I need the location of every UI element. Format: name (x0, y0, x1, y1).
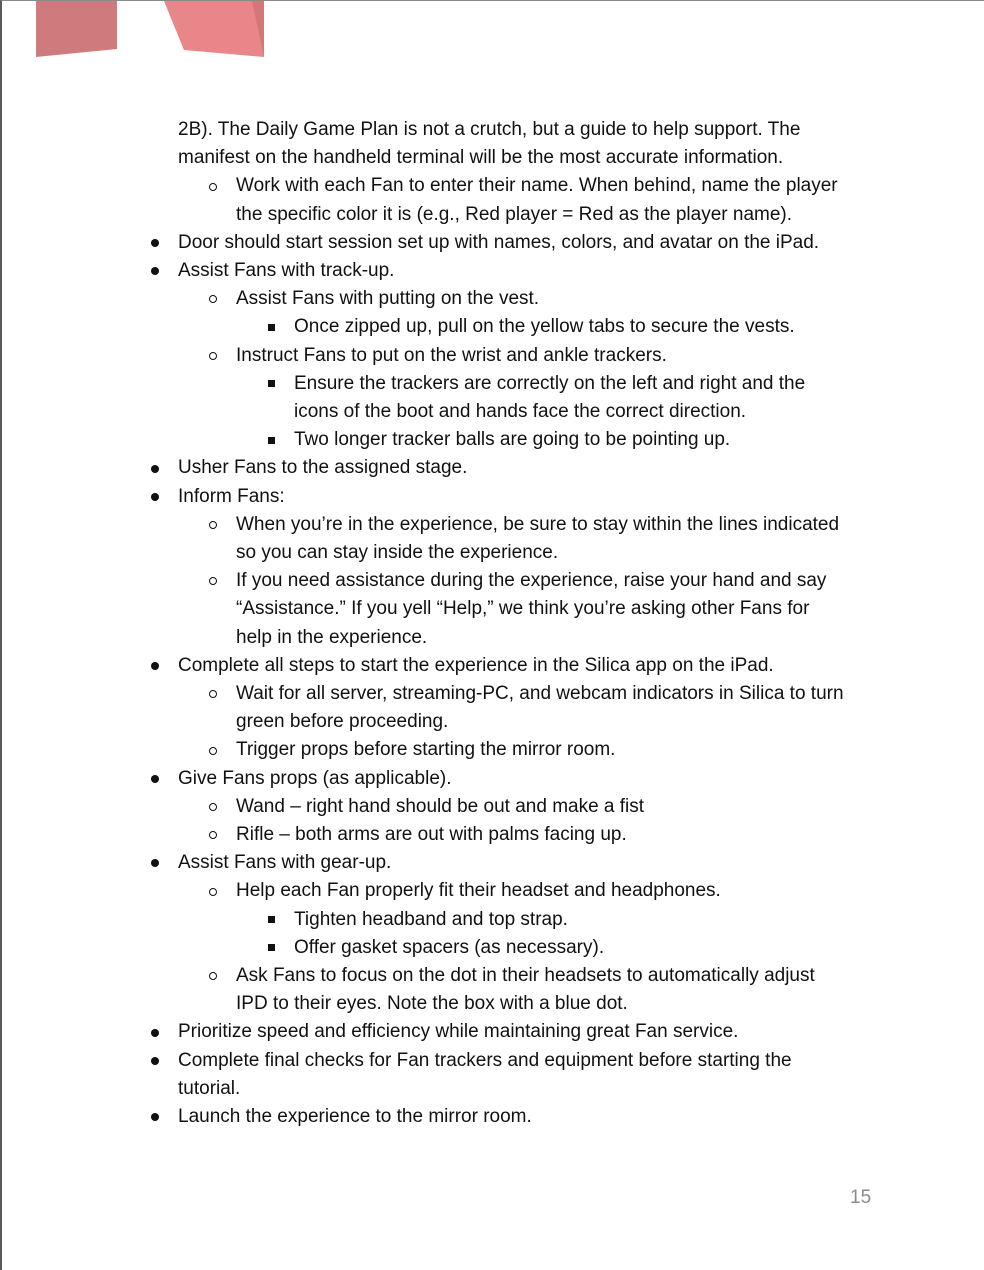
bullet-level-1-icon (151, 239, 159, 247)
list-item-line: Wand – right hand should be out and make a fist (236, 795, 645, 817)
bullet-level-2-icon (209, 747, 217, 755)
list-item-line: When you’re in the experience, be sure to stay within the lines indicated (236, 513, 840, 535)
bullet-level-1-icon (151, 267, 159, 275)
deco-ribbon-right (164, 1, 264, 57)
list-item-line: If you need assistance during the experience, raise your hand and say (236, 570, 827, 592)
list-item-line: tutorial. (178, 1077, 241, 1099)
bullet-level-2-icon (209, 888, 217, 896)
list-item-line: Instruct Fans to put on the wrist and ankle trackers. (236, 344, 667, 366)
deco-ribbon-left (36, 1, 117, 57)
bullet-level-3-icon (268, 437, 275, 444)
bullet-level-1-icon (151, 1113, 159, 1121)
bullet-level-1-icon (151, 775, 159, 783)
bullet-level-2-icon (209, 183, 217, 191)
bullet-level-1-icon (151, 1057, 159, 1065)
list-item-line: Inform Fans: (178, 485, 285, 507)
paragraph-line: manifest on the handheld terminal will be the most accurate information. (178, 147, 784, 169)
list-item-line: Two longer tracker balls are going to be pointing up. (294, 429, 731, 451)
bullet-level-2-icon (209, 831, 217, 839)
bullet-level-1-icon (151, 662, 159, 670)
bullet-level-2-icon (209, 972, 217, 980)
list-item-line: Assist Fans with gear-up. (178, 852, 392, 874)
bullet-level-1-icon (151, 1029, 159, 1037)
bullet-level-2-icon (209, 803, 217, 811)
bullet-level-2-icon (209, 352, 217, 360)
bullet-level-3-icon (268, 324, 275, 331)
list-item-line: Wait for all server, streaming-PC, and webcam indicators in Silica to turn (236, 683, 844, 704)
list-item-line: Work with each Fan to enter their name. When behind, name the player (236, 175, 838, 197)
paragraph-line: 2B). The Daily Game Plan is not a crutch, but a guide to help support. The (178, 119, 801, 140)
page-number: 15 (850, 1187, 872, 1208)
list-item-line: Tighten headband and top strap. (294, 908, 568, 930)
list-item-line: Rifle – both arms are out with palms facing up. (236, 824, 627, 845)
list-item-line: Usher Fans to the assigned stage. (178, 457, 468, 479)
list-item-line: Door should start session set up with names, colors, and avatar on the iPad. (178, 231, 820, 253)
list-item-line: Ensure the trackers are correctly on the left and right and the (294, 372, 806, 394)
bullet-level-3-icon (268, 380, 275, 387)
list-item-line: so you can stay inside the experience. (236, 542, 559, 563)
list-item-line: Assist Fans with track-up. (178, 260, 395, 281)
bullet-level-2-icon (209, 690, 217, 698)
bullet-level-1-icon (151, 493, 159, 501)
list-item-line: IPD to their eyes. Note the box with a blue dot. (236, 993, 628, 1015)
list-item-line: Give Fans props (as applicable). (178, 767, 452, 789)
list-item-line: Assist Fans with putting on the vest. (236, 288, 540, 310)
list-item-line: green before proceeding. (236, 711, 449, 733)
list-item-line: icons of the boot and hands face the correct direction. (294, 401, 747, 422)
list-item-line: Complete all steps to start the experience in the Silica app on the iPad. (178, 654, 774, 676)
list-item-line: Once zipped up, pull on the yellow tabs to secure the vests. (294, 316, 795, 338)
list-item-line: “Assistance.” If you yell “Help,” we think you’re asking other Fans for (236, 598, 810, 620)
bullet-level-1-icon (151, 465, 159, 473)
bullet-level-2-icon (209, 295, 217, 303)
bullet-level-2-icon (209, 577, 217, 585)
header-decoration (2, 1, 302, 71)
list-item-line: help in the experience. (236, 626, 428, 648)
list-item-line: Ask Fans to focus on the dot in their headsets to automatically adjust (236, 965, 815, 986)
bullet-level-1-icon (151, 859, 159, 867)
list-item-line: Prioritize speed and efficiency while maintaining great Fan service. (178, 1021, 739, 1043)
list-item-line: Offer gasket spacers (as necessary). (294, 936, 605, 958)
list-item-line: Complete final checks for Fan trackers and equipment before starting the (178, 1049, 792, 1071)
bullet-level-3-icon (268, 916, 275, 923)
bullet-level-3-icon (268, 944, 275, 951)
bullet-level-2-icon (209, 521, 217, 529)
list-item-line: the specific color it is (e.g., Red player = Red as the player name). (236, 203, 793, 225)
list-item-line: Launch the experience to the mirror room. (178, 1106, 532, 1127)
list-item-line: Trigger props before starting the mirror room. (236, 739, 616, 761)
list-item-line: Help each Fan properly fit their headset and headphones. (236, 880, 721, 902)
